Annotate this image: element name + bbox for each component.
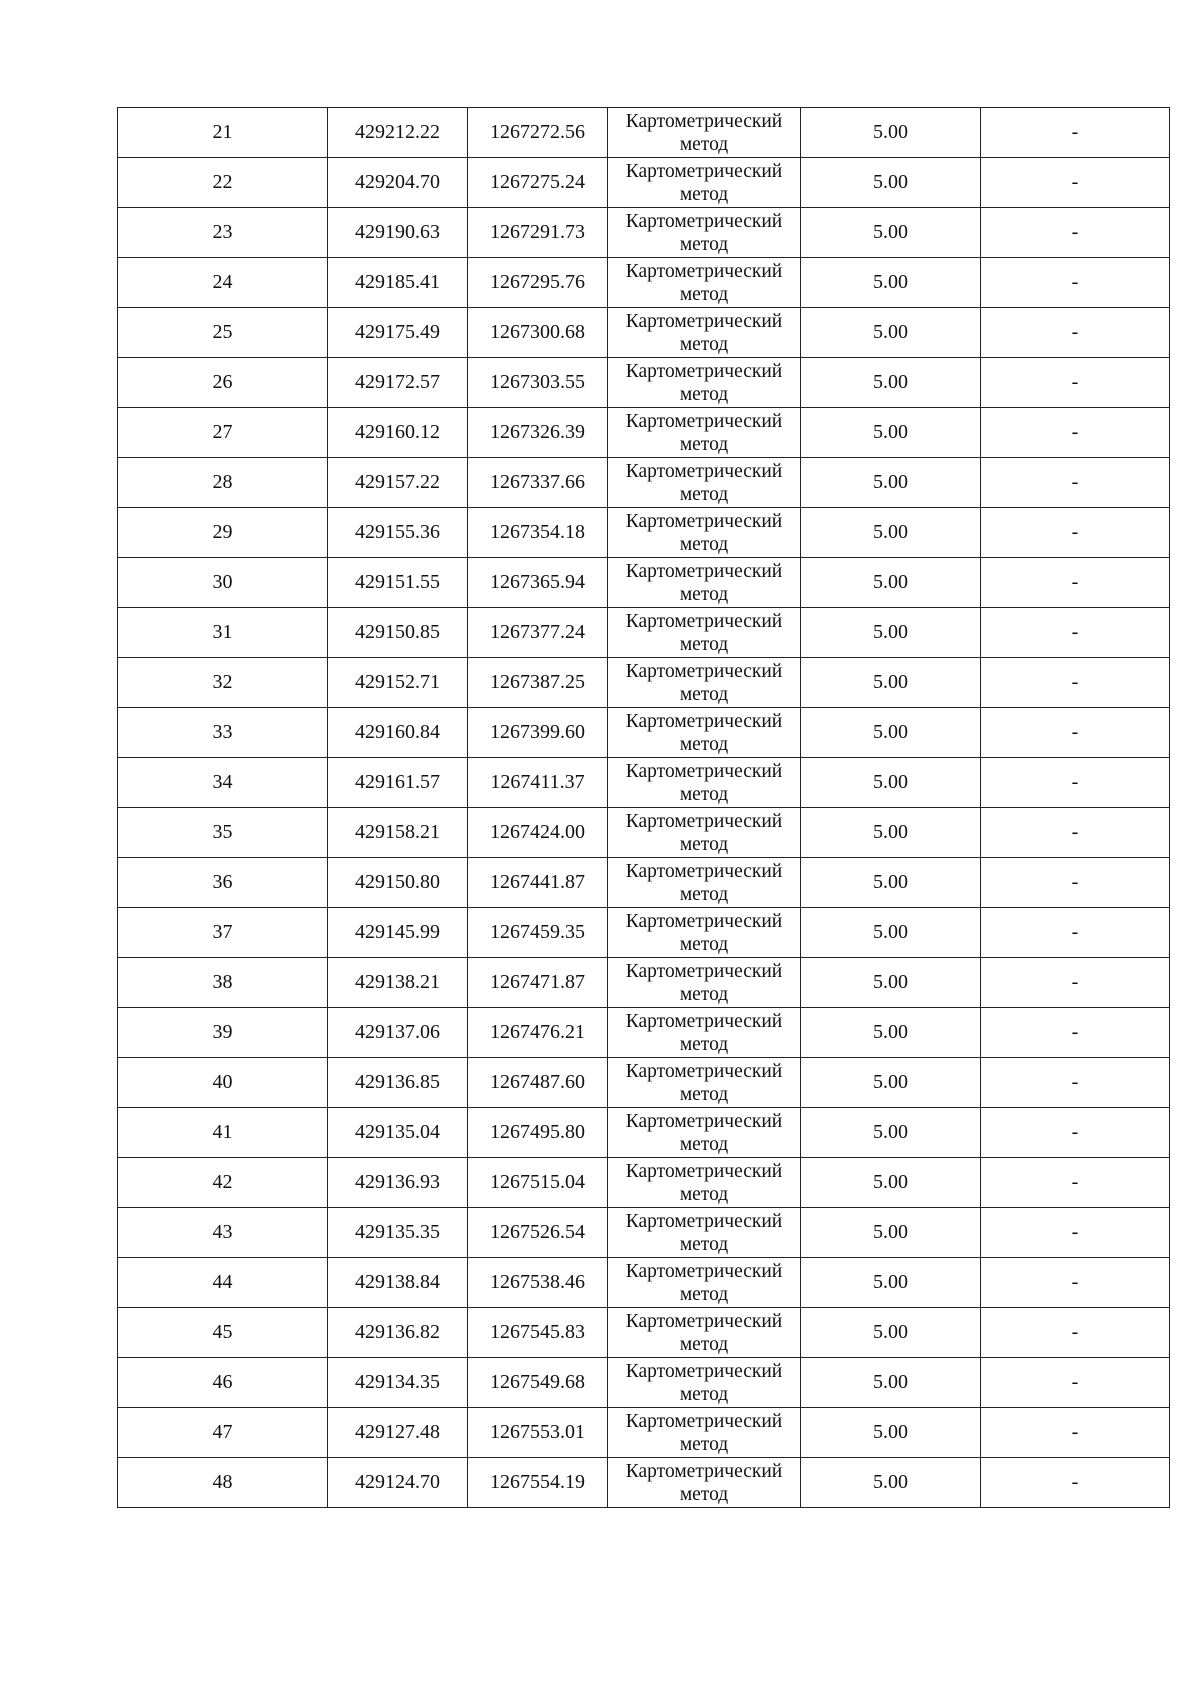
table-row [118, 1208, 1170, 1258]
y-coordinate-cell: 1267495.80 [468, 1108, 608, 1158]
accuracy-cell: 5.00 [801, 1208, 981, 1258]
method-cell [608, 408, 801, 458]
method-text: Картометрический метод [625, 161, 783, 205]
method-text: Картометрический метод [625, 911, 783, 955]
point-number-cell: 48 [118, 1458, 328, 1508]
point-number-cell: 41 [118, 1108, 328, 1158]
description-cell: - [981, 108, 1170, 158]
point-number-cell: 34 [118, 758, 328, 808]
y-coordinate-cell: 1267377.24 [468, 608, 608, 658]
method-cell [608, 1058, 801, 1108]
method-cell [608, 1258, 801, 1308]
table-row [118, 908, 1170, 958]
x-coordinate-cell: 429160.84 [328, 708, 468, 758]
x-coordinate-cell: 429185.41 [328, 258, 468, 308]
method-cell [608, 658, 801, 708]
method-cell [608, 808, 801, 858]
method-cell [608, 158, 801, 208]
method-text: Картометрический метод [625, 861, 783, 905]
accuracy-cell: 5.00 [801, 408, 981, 458]
method-cell [608, 558, 801, 608]
x-coordinate-cell: 429137.06 [328, 1008, 468, 1058]
table-row [118, 458, 1170, 508]
table-row [118, 958, 1170, 1008]
point-number-cell: 42 [118, 1158, 328, 1208]
table-row [118, 158, 1170, 208]
description-cell: - [981, 658, 1170, 708]
table-row [118, 358, 1170, 408]
accuracy-cell: 5.00 [801, 1458, 981, 1508]
description-cell: - [981, 1158, 1170, 1208]
method-text: Картометрический метод [625, 611, 783, 655]
method-text: Картометрический метод [625, 1211, 783, 1255]
accuracy-cell: 5.00 [801, 808, 981, 858]
table-row [118, 108, 1170, 158]
description-cell: - [981, 1258, 1170, 1308]
point-number-cell: 45 [118, 1308, 328, 1358]
x-coordinate-cell: 429175.49 [328, 308, 468, 358]
table-row [118, 608, 1170, 658]
table-row [118, 758, 1170, 808]
y-coordinate-cell: 1267515.04 [468, 1158, 608, 1208]
accuracy-cell: 5.00 [801, 308, 981, 358]
y-coordinate-cell: 1267554.19 [468, 1458, 608, 1508]
y-coordinate-cell: 1267326.39 [468, 408, 608, 458]
description-cell: - [981, 808, 1170, 858]
method-cell [608, 358, 801, 408]
x-coordinate-cell: 429155.36 [328, 508, 468, 558]
method-cell [608, 108, 801, 158]
table-row [118, 558, 1170, 608]
description-cell: - [981, 1008, 1170, 1058]
method-text: Картометрический метод [625, 1311, 783, 1355]
x-coordinate-cell: 429136.82 [328, 1308, 468, 1358]
accuracy-cell: 5.00 [801, 908, 981, 958]
y-coordinate-cell: 1267291.73 [468, 208, 608, 258]
method-text: Картометрический метод [625, 1411, 783, 1455]
point-number-cell: 31 [118, 608, 328, 658]
method-cell [608, 958, 801, 1008]
table-row [118, 508, 1170, 558]
accuracy-cell: 5.00 [801, 1008, 981, 1058]
method-text: Картометрический метод [625, 1361, 783, 1405]
description-cell: - [981, 858, 1170, 908]
accuracy-cell: 5.00 [801, 258, 981, 308]
x-coordinate-cell: 429138.84 [328, 1258, 468, 1308]
table-row [118, 1008, 1170, 1058]
y-coordinate-cell: 1267459.35 [468, 908, 608, 958]
x-coordinate-cell: 429204.70 [328, 158, 468, 208]
description-cell: - [981, 608, 1170, 658]
method-text: Картометрический метод [625, 211, 783, 255]
y-coordinate-cell: 1267399.60 [468, 708, 608, 758]
description-cell: - [981, 1458, 1170, 1508]
table-row [118, 708, 1170, 758]
description-cell: - [981, 908, 1170, 958]
table-row [118, 258, 1170, 308]
coordinates-table-body [118, 108, 1170, 1508]
y-coordinate-cell: 1267303.55 [468, 358, 608, 408]
description-cell: - [981, 758, 1170, 808]
table-row [118, 1258, 1170, 1308]
accuracy-cell: 5.00 [801, 1158, 981, 1208]
x-coordinate-cell: 429157.22 [328, 458, 468, 508]
accuracy-cell: 5.00 [801, 1408, 981, 1458]
description-cell: - [981, 708, 1170, 758]
description-cell: - [981, 208, 1170, 258]
y-coordinate-cell: 1267365.94 [468, 558, 608, 608]
accuracy-cell: 5.00 [801, 708, 981, 758]
point-number-cell: 32 [118, 658, 328, 708]
point-number-cell: 22 [118, 158, 328, 208]
description-cell: - [981, 358, 1170, 408]
method-cell [608, 1208, 801, 1258]
y-coordinate-cell: 1267526.54 [468, 1208, 608, 1258]
y-coordinate-cell: 1267471.87 [468, 958, 608, 1008]
table-row [118, 1058, 1170, 1108]
method-cell [608, 258, 801, 308]
accuracy-cell: 5.00 [801, 158, 981, 208]
method-cell [608, 608, 801, 658]
accuracy-cell: 5.00 [801, 1358, 981, 1408]
accuracy-cell: 5.00 [801, 458, 981, 508]
description-cell: - [981, 308, 1170, 358]
point-number-cell: 43 [118, 1208, 328, 1258]
method-text: Картометрический метод [625, 411, 783, 455]
method-text: Картометрический метод [625, 1461, 783, 1505]
method-cell [608, 1108, 801, 1158]
method-cell [608, 1158, 801, 1208]
method-text: Картометрический метод [625, 1111, 783, 1155]
accuracy-cell: 5.00 [801, 108, 981, 158]
method-cell [608, 1358, 801, 1408]
method-text: Картометрический метод [625, 811, 783, 855]
table-row [118, 1408, 1170, 1458]
point-number-cell: 40 [118, 1058, 328, 1108]
table-row [118, 308, 1170, 358]
method-text: Картометрический метод [625, 1261, 783, 1305]
point-number-cell: 35 [118, 808, 328, 858]
description-cell: - [981, 458, 1170, 508]
method-cell [608, 858, 801, 908]
y-coordinate-cell: 1267549.68 [468, 1358, 608, 1408]
x-coordinate-cell: 429152.71 [328, 658, 468, 708]
description-cell: - [981, 1308, 1170, 1358]
accuracy-cell: 5.00 [801, 658, 981, 708]
point-number-cell: 36 [118, 858, 328, 908]
y-coordinate-cell: 1267424.00 [468, 808, 608, 858]
method-cell [608, 1458, 801, 1508]
description-cell: - [981, 1208, 1170, 1258]
accuracy-cell: 5.00 [801, 1108, 981, 1158]
method-text: Картометрический метод [625, 1161, 783, 1205]
y-coordinate-cell: 1267441.87 [468, 858, 608, 908]
x-coordinate-cell: 429161.57 [328, 758, 468, 808]
method-text: Картометрический метод [625, 661, 783, 705]
table-row [118, 1158, 1170, 1208]
point-number-cell: 28 [118, 458, 328, 508]
description-cell: - [981, 258, 1170, 308]
table-row [118, 408, 1170, 458]
y-coordinate-cell: 1267545.83 [468, 1308, 608, 1358]
accuracy-cell: 5.00 [801, 858, 981, 908]
x-coordinate-cell: 429136.93 [328, 1158, 468, 1208]
y-coordinate-cell: 1267295.76 [468, 258, 608, 308]
method-cell [608, 1008, 801, 1058]
method-text: Картометрический метод [625, 511, 783, 555]
y-coordinate-cell: 1267553.01 [468, 1408, 608, 1458]
x-coordinate-cell: 429151.55 [328, 558, 468, 608]
method-cell [608, 1308, 801, 1358]
y-coordinate-cell: 1267275.24 [468, 158, 608, 208]
x-coordinate-cell: 429158.21 [328, 808, 468, 858]
coordinates-table [117, 107, 1170, 1508]
method-text: Картометрический метод [625, 1061, 783, 1105]
point-number-cell: 27 [118, 408, 328, 458]
x-coordinate-cell: 429135.35 [328, 1208, 468, 1258]
method-text: Картометрический метод [625, 1011, 783, 1055]
method-cell [608, 758, 801, 808]
description-cell: - [981, 558, 1170, 608]
method-text: Картометрический метод [625, 761, 783, 805]
method-cell [608, 508, 801, 558]
description-cell: - [981, 1058, 1170, 1108]
x-coordinate-cell: 429150.80 [328, 858, 468, 908]
method-text: Картометрический метод [625, 561, 783, 605]
accuracy-cell: 5.00 [801, 558, 981, 608]
table-row [118, 658, 1170, 708]
description-cell: - [981, 508, 1170, 558]
point-number-cell: 24 [118, 258, 328, 308]
point-number-cell: 29 [118, 508, 328, 558]
method-text: Картометрический метод [625, 111, 783, 155]
x-coordinate-cell: 429145.99 [328, 908, 468, 958]
point-number-cell: 46 [118, 1358, 328, 1408]
x-coordinate-cell: 429138.21 [328, 958, 468, 1008]
point-number-cell: 26 [118, 358, 328, 408]
method-cell [608, 458, 801, 508]
y-coordinate-cell: 1267300.68 [468, 308, 608, 358]
description-cell: - [981, 158, 1170, 208]
x-coordinate-cell: 429134.35 [328, 1358, 468, 1408]
x-coordinate-cell: 429124.70 [328, 1458, 468, 1508]
x-coordinate-cell: 429135.04 [328, 1108, 468, 1158]
method-cell [608, 308, 801, 358]
x-coordinate-cell: 429160.12 [328, 408, 468, 458]
accuracy-cell: 5.00 [801, 1058, 981, 1108]
method-cell [608, 208, 801, 258]
point-number-cell: 38 [118, 958, 328, 1008]
y-coordinate-cell: 1267476.21 [468, 1008, 608, 1058]
point-number-cell: 23 [118, 208, 328, 258]
method-text: Картометрический метод [625, 261, 783, 305]
method-text: Картометрический метод [625, 311, 783, 355]
x-coordinate-cell: 429172.57 [328, 358, 468, 408]
y-coordinate-cell: 1267387.25 [468, 658, 608, 708]
table-row [118, 1358, 1170, 1408]
x-coordinate-cell: 429127.48 [328, 1408, 468, 1458]
method-text: Картометрический метод [625, 361, 783, 405]
point-number-cell: 37 [118, 908, 328, 958]
table-row [118, 858, 1170, 908]
description-cell: - [981, 1108, 1170, 1158]
table-row [118, 1108, 1170, 1158]
description-cell: - [981, 958, 1170, 1008]
point-number-cell: 47 [118, 1408, 328, 1458]
y-coordinate-cell: 1267272.56 [468, 108, 608, 158]
table-row [118, 208, 1170, 258]
y-coordinate-cell: 1267337.66 [468, 458, 608, 508]
x-coordinate-cell: 429190.63 [328, 208, 468, 258]
description-cell: - [981, 408, 1170, 458]
table-row [118, 1458, 1170, 1508]
accuracy-cell: 5.00 [801, 958, 981, 1008]
accuracy-cell: 5.00 [801, 208, 981, 258]
method-text: Картометрический метод [625, 711, 783, 755]
accuracy-cell: 5.00 [801, 758, 981, 808]
y-coordinate-cell: 1267538.46 [468, 1258, 608, 1308]
accuracy-cell: 5.00 [801, 508, 981, 558]
y-coordinate-cell: 1267354.18 [468, 508, 608, 558]
y-coordinate-cell: 1267487.60 [468, 1058, 608, 1108]
method-text: Картометрический метод [625, 461, 783, 505]
point-number-cell: 39 [118, 1008, 328, 1058]
accuracy-cell: 5.00 [801, 1308, 981, 1358]
method-cell [608, 908, 801, 958]
point-number-cell: 30 [118, 558, 328, 608]
x-coordinate-cell: 429136.85 [328, 1058, 468, 1108]
point-number-cell: 44 [118, 1258, 328, 1308]
x-coordinate-cell: 429150.85 [328, 608, 468, 658]
x-coordinate-cell: 429212.22 [328, 108, 468, 158]
accuracy-cell: 5.00 [801, 608, 981, 658]
description-cell: - [981, 1408, 1170, 1458]
method-text: Картометрический метод [625, 961, 783, 1005]
point-number-cell: 33 [118, 708, 328, 758]
accuracy-cell: 5.00 [801, 1258, 981, 1308]
point-number-cell: 25 [118, 308, 328, 358]
accuracy-cell: 5.00 [801, 358, 981, 408]
y-coordinate-cell: 1267411.37 [468, 758, 608, 808]
method-cell [608, 708, 801, 758]
description-cell: - [981, 1358, 1170, 1408]
table-row [118, 808, 1170, 858]
table-row [118, 1308, 1170, 1358]
point-number-cell: 21 [118, 108, 328, 158]
method-cell [608, 1408, 801, 1458]
